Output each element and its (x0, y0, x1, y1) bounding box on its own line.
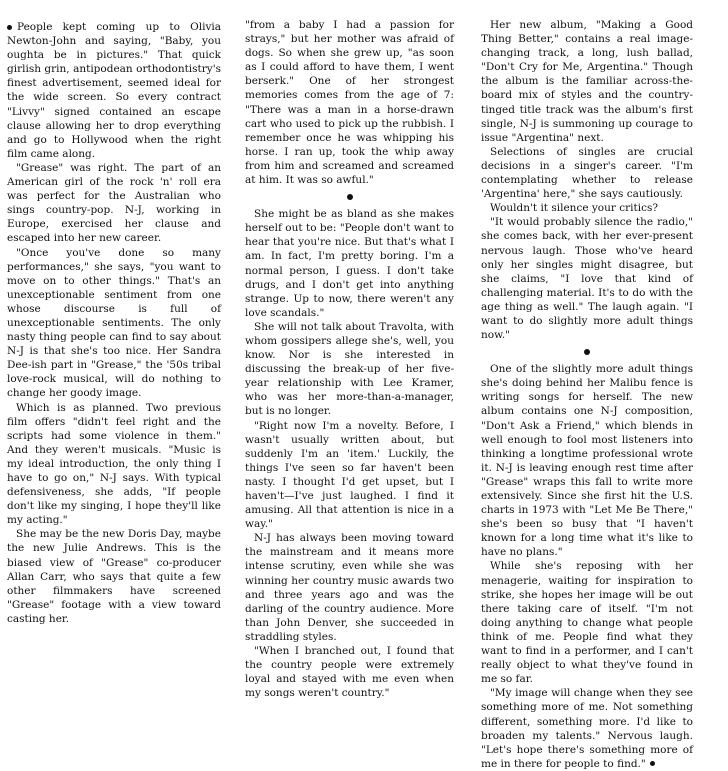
paragraph: "It would probably silence the radio," she comes back, with her ever-present nervous laugh. Those who've heard only her singles might disagree, but she claims, "I love that kind of challenging material. It's to do with the age thing as well." The laugh again. "I want to do slightly more adult things now." (481, 216, 693, 342)
paragraph: "Right now I'm a novelty. Before, I wasn't usually written about, but suddenly I'm an 'item.' Luckily, the things I've seen so far haven't been nasty. I thought I'd get upset, but I haven't—I've just laughed. I find it amusing. All that attention is nice in a way." (245, 419, 454, 531)
paragraph-text: People kept coming up to Olivia Newton-John and saying, "Baby, you oughta be in pictures." That quick girlish grin, antipodean orthodontistry's finest advertisement, seemed ideal for the wide screen. So every contract "Livvy" signed contained an escape clause allowing her to drop everything and go to Hollywood when the right film came along. (7, 21, 221, 160)
column-2 (245, 18, 454, 700)
column-3 (481, 18, 693, 771)
paragraph: Which is as planned. Two previous film offers "didn't feel right and the scripts had some violence in them." And they weren't musicals. "Music is my ideal introduction, the only thing I have to go on," N-J says. With typical defensiveness, she adds, "If people don't like my singing, I hope they'll like my acting." (7, 401, 221, 527)
paragraph: "Grease" was right. The part of an American girl of the rock 'n' roll era was perfect for the Australian who sings country-pop. N-J, working in Europe, exercised her clause and escaped into her new career. (7, 161, 221, 245)
column-1 (7, 20, 221, 626)
paragraph: "Once you've done so many performances," she says, "you want to move on to other things." That's an unexceptionable sentiment from one whose discourse is full of unexceptionable sentiments. The only nasty thing people can find to say about N-J is that she's too nice. Her Sandra Dee-ish part in "Grease," the '50s tribal love-rock musical, will do nothing to change her goody image. (7, 246, 221, 400)
paragraph: "When I branched out, I found that the country people were extremely loyal and stayed with me even when my songs weren't country." (245, 645, 454, 700)
paragraph: "from a baby I had a passion for strays," but her mother was afraid of dogs. So when she grew up, "as soon as I could afford to have them, I went berserk." One of her strongest memories comes from the age of 7: "There was a man in a horse-drawn cart who used to pick up the rubbish. I remember once he was whipping his horse. I ran up, took the whip away from him and screamed and screamed at him. It was so awful." (245, 19, 454, 187)
paragraph (7, 20, 221, 161)
paragraph: She may be the new Doris Day, maybe the new Julie Andrews. This is the biased view of "Grease" co-producer Allan Carr, who says that quite a few other filmmakers have screened "Grease" footage with a view toward casting her. (7, 528, 221, 625)
end-mark-icon (650, 761, 655, 766)
paragraph: Wouldn't it silence your critics? (490, 202, 658, 215)
paragraph (481, 686, 693, 771)
bullet-icon (584, 349, 590, 355)
paragraph-text: "My image will change when they see something more of me. Not something different, something more. I'd like to broaden my talents." Nervous laugh. "Let's hope there's something more of me in there for people to find." (481, 687, 693, 770)
paragraph: One of the slightly more adult things she's doing behind her Malibu fence is writing songs for herself. The new album contains one N-J composition, "Don't Ask a Friend," which blends in well enough to fool most listeners into thinking a longtime professional wrote it. N-J is leaving enough rest time after "Grease" wraps this fall to write more extensively. Since she first hit the U.S. charts in 1973 with "Let Me Be There," she's been so busy that "I haven't known for a long time what it's like to have no plans." (481, 363, 693, 559)
paragraph: She will not talk about Travolta, with whom gossipers allege she's, well, you know. Nor is she interested in discussing the break-up of her five-year relationship with Lee Kramer, who was her more-than-a-manager, but is no longer. (245, 320, 454, 418)
paragraph: Selections of singles are crucial decisions in a singer's career. "I'm contemplating whether to release 'Argentina' here," she says cautiously. (481, 145, 693, 201)
section-divider (481, 342, 693, 362)
paragraph: Her new album, "Making a Good Thing Better," contains a real image-changing track, a long, lush ballad, "Don't Cry for Me, Argentina." Though the album is the familiar across-the-board mix of styles and the country-tinged title track was the album's first single, N-J is summoning up courage to issue "Argentina" next. (481, 19, 693, 144)
paragraph: N-J has always been moving toward the mainstream and it means more intense scrutiny, even while she was winning her country music awards two and three years ago and was the darling of the country audience. More than John Denver, she succeeded in straddling styles. (245, 532, 454, 643)
paragraph: She might be as bland as she makes herself out to be: "People don't want to hear that you're nice. But that's what I am. In fact, I'm pretty boring. I'm a normal person, I guess. I don't take drugs, and I don't get into anything strange. Up to now, there weren't any love scandals." (245, 208, 454, 319)
section-divider (245, 187, 454, 207)
paragraph: While she's reposing with her menagerie, waiting for inspiration to strike, she hopes her image will be out there taking care of itself. "I'm not doing anything to change what people think of me. People find what they want to find in a performer, and I can't really object to what they've found in me so far. (481, 560, 693, 686)
bullet-icon (347, 194, 353, 200)
bullet-icon (7, 25, 12, 30)
